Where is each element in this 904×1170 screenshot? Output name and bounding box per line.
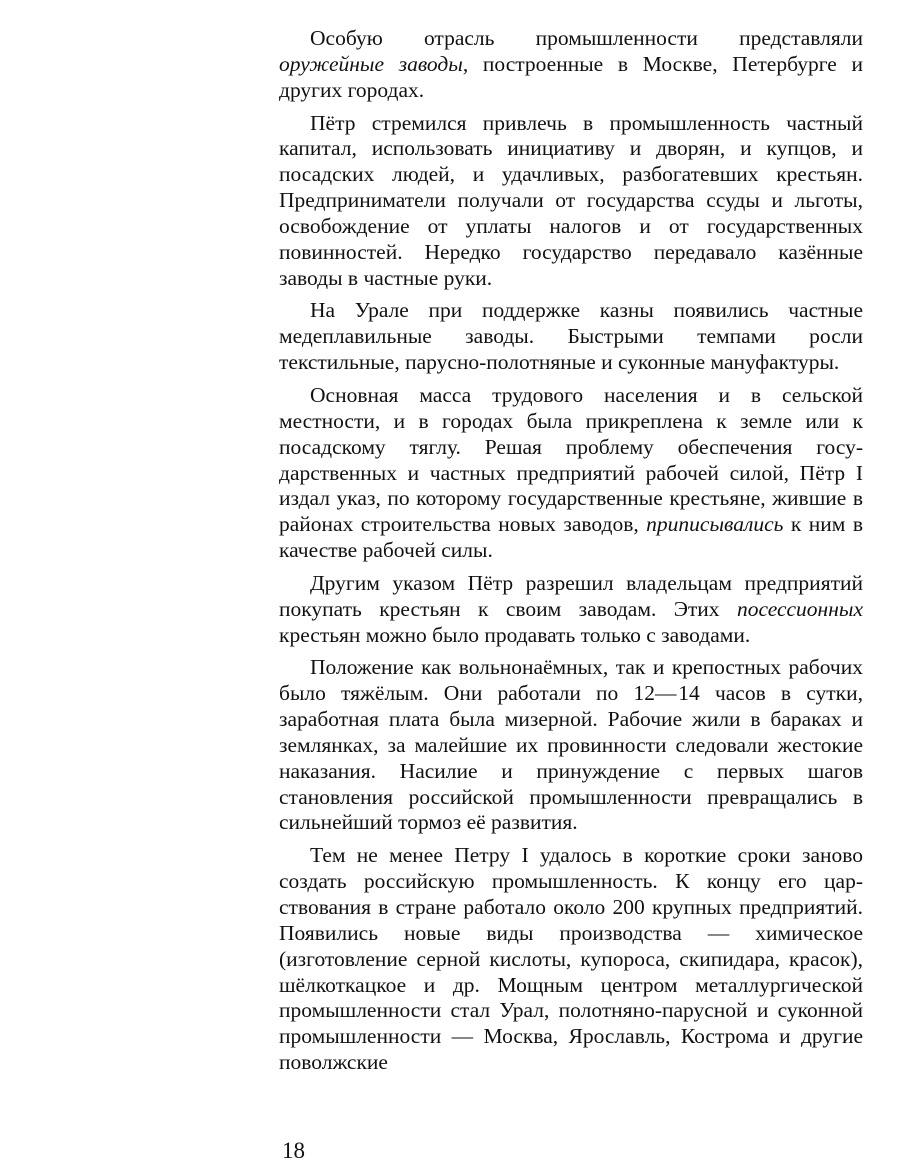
paragraph [279,571,863,649]
text-column [279,26,863,1076]
text-run: Особую отрасль промышленности представляли [310,26,863,50]
italic-term: оружейные заводы [279,51,463,76]
italic-term: посессионных [736,596,863,621]
text-run: Основная масса трудового населения и в сельской местности, и в городах была прикреплена к земле или к посадскому тяглу. Решая проблему обеспечения государственных и частных предприятий рабочей силой, Пётр I издал указ, по которому государственные крестьяне, жившие в районах строительства новых заводов, [279,382,863,537]
paragraph [279,843,863,1076]
text-run: Тем не менее Петру I удалось в короткие сроки заново создать российскую промышленность. К концу его царствования в стране работало около 200 крупных предприятий. Появились новые виды производства — химическое (изготовление серной кислоты, купороса, скипидара, красок), шёлкоткацкое и др. Мощным центром металлургической промышленности стал Урал, полотняно-парусной и суконной промышленности — Москва, Ярославль, Кострома и другие поволжские [279,843,863,1075]
text-run: Положение как вольнонаёмных, так и крепостных рабочих было тяжёлым. Они работали по 12— 14 часов в сутки, заработная плата была мизерной. Рабочие жили в бараках и землянках, за малейшие их провинности следовали жестокие наказания. Насилие и принуждение с первых шагов становления российской промышленности превращались в сильнейший тормоз её развития. [279,655,863,835]
text-run: крестьян можно было продавать только с заводами. [279,622,751,647]
paragraph [279,26,863,104]
italic-term: приписывались [646,512,784,537]
text-run: к ним в качестве рабочей силы. [279,512,863,563]
paragraph [279,655,863,836]
paragraph [279,298,863,376]
text-run: Другим указом Пётр разрешил владельцам предприятий покупать крестьян к своим заводам. Этих [279,570,863,621]
paragraph [279,111,863,292]
paragraph [279,383,863,564]
page-number: 18 [282,1138,305,1163]
text-run: На Урале при поддержке казны появились частные медеплавильные заводы. Быстрыми темпами росли текстильные, парусно-полотняные и суконные мануфактуры. [279,298,863,375]
text-run: Пётр стремился привлечь в промышленность частный капитал, использовать инициативу и дворян, и купцов, и посадских людей, и удачливых, разбогатевших крестьян. Предприниматели получали от государства ссуды и льготы, освобождение от уплаты налогов и от государственных повинностей. Нередко государство передавало казённые заводы в частные руки. [279,110,863,290]
text-run: , построенные в Москве, Петербурге и других городах. [279,51,863,102]
